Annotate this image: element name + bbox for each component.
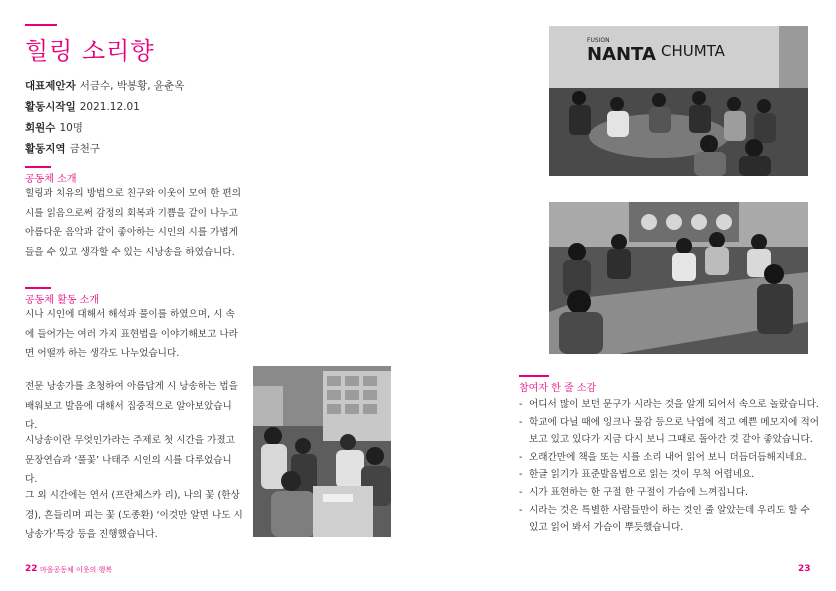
activity-text-2: 전문 낭송가를 초청하여 아름답게 시 낭송하는 법을 배워보고 발음에 대해서 집중적으로 알아보았습니다.	[25, 381, 238, 432]
meta-row-region: 활동지역 금천구	[25, 143, 101, 155]
activity-text-4: 그 외 시간에는 연서 (프란체스카 리), 나의 꽃 (한상경), 흔들리며 피는 꽃 (도종환) ‘이것만 알면 나도 시낭송가’특강 등을 진행했습니다.	[25, 490, 243, 541]
title-rule	[25, 24, 57, 26]
activity-photo-table-reading	[549, 202, 808, 354]
list-item: - 시라는 것은 특별한 사람들만이 하는 것인 줄 알았는데 우리도 할 수 있고 읽어 봐서 가슴이 뿌듯했습니다.	[519, 502, 819, 537]
footer-page-number-left: 22	[25, 564, 38, 574]
meta-row-members: 회원수 10명	[25, 122, 83, 134]
review-list	[519, 396, 819, 537]
activity-heading-rule	[25, 287, 51, 289]
activity-heading: 공동체 활동 소개	[25, 295, 99, 306]
photo-sign-small: FUSION	[587, 37, 610, 44]
list-item: - 어디서 많이 보던 문구가 시라는 것을 알게 되어서 속으로 놀랐습니다.	[519, 396, 819, 414]
review-heading: 참여자 한 줄 소감	[519, 383, 597, 394]
photo-sign-left: NANTA	[587, 44, 656, 65]
intro-heading: 공동체 소개	[25, 174, 77, 185]
list-item: - 오래간만에 책을 또는 시를 소리 내어 읽어 보니 더듬더듬해지네요.	[519, 449, 819, 467]
meta-info	[25, 76, 184, 160]
activity-photo-group-hall	[549, 26, 808, 176]
footer-page-number-right: 23	[798, 564, 811, 574]
photo-sign-right: CHUMTA	[661, 42, 725, 60]
footer-caption: 마을공동체 이웃의 행복	[40, 566, 113, 574]
meta-row-start-date: 활동시작일 2021.12.01	[25, 101, 140, 113]
list-item: - 한글 읽기가 표준발음법으로 읽는 것이 무척 어렵네요.	[519, 466, 819, 484]
review-heading-rule	[519, 375, 549, 377]
meta-row-proposer: 대표제안자 서금수, 박봉황, 윤춘옥	[25, 80, 185, 92]
activity-photo-lecture	[253, 366, 391, 537]
intro-text: 힐링과 치유의 방법으로 친구와 이웃이 모여 한 편의 시를 읽음으로써 감정의 회복과 기쁨을 같이 나누고 아름다운 음악과 같이 좋아하는 시인의 시를 가볍게 들을 수 있고 생각할 수 있는 시낭송을 하였습니다.	[25, 188, 241, 258]
page-title: 힐링 소리향	[25, 37, 155, 65]
list-item: - 학교에 다닐 때에 잉크나 물감 등으로 낙엽에 적고 예쁜 메모지에 적어 보고 있고 있다가 지금 다시 보니 그때로 돌아간 것 같아 좋았습니다.	[519, 414, 819, 449]
activity-text-3: 시낭송이란 무엇인가라는 주제로 첫 시간을 가졌고 문장연습과 ‘풀꽃’ 나태주 시인의 시를 다루었습니다.	[25, 435, 235, 486]
activity-text-1: 시나 시인에 대해서 해석과 풀이를 하였으며, 시 속에 들어가는 여러 가지 표현법을 이야기해보고 나라면 어떨까 하는 생각도 나누었습니다.	[25, 309, 238, 360]
intro-heading-rule	[25, 166, 51, 168]
list-item: - 시가 표현하는 한 구절 한 구절이 가슴에 느껴집니다.	[519, 484, 819, 502]
